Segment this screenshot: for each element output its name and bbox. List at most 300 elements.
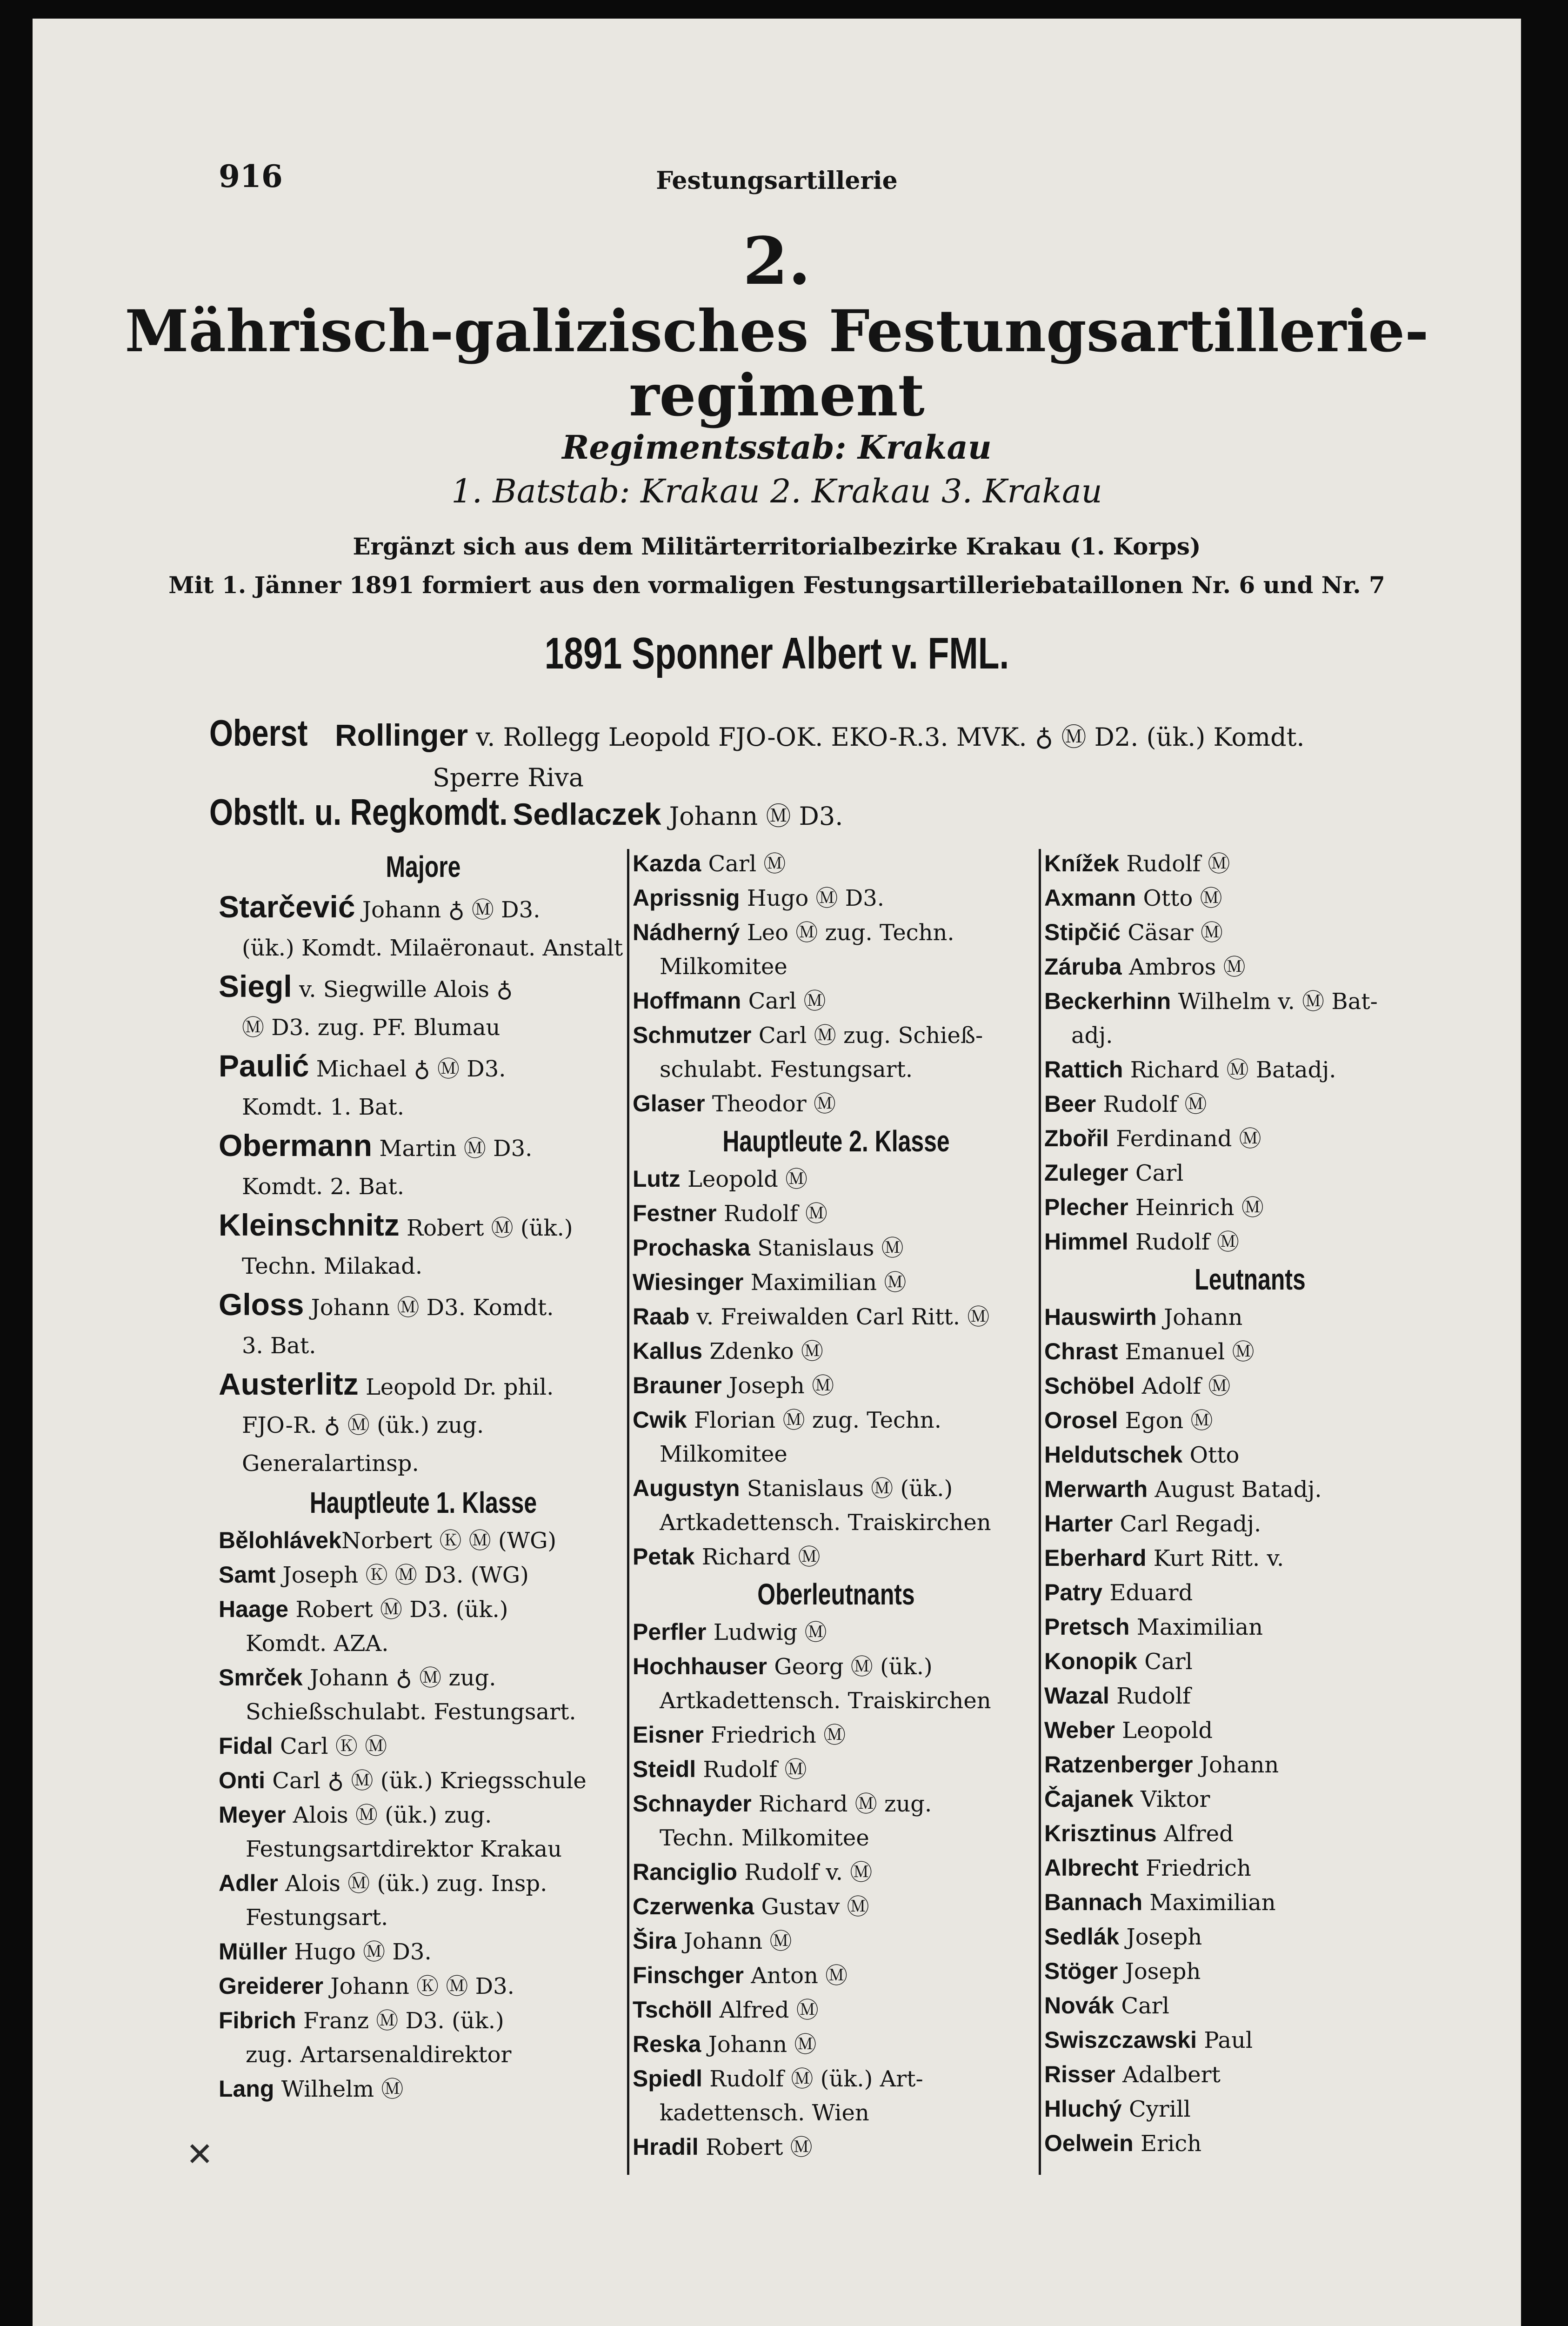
officer-details: Richard Ⓜ Batadj. — [1123, 1057, 1336, 1083]
officer-details: Stanislaus Ⓜ — [750, 1235, 904, 1261]
officer-surname: Müller — [219, 1938, 287, 1965]
officer-surname: Nádherný — [633, 919, 740, 945]
roster-entry — [1044, 1087, 1456, 1122]
roster-entry — [1044, 2126, 1456, 2161]
officer-surname: Aprissnig — [633, 885, 740, 911]
officer-surname: Heldutschek — [1044, 1442, 1183, 1468]
officer-surname: Obermann — [219, 1128, 373, 1163]
entry-continuation: Artkadettensch. Traiskirchen — [660, 1510, 991, 1536]
officer-surname: Albrecht — [1044, 1855, 1139, 1881]
officer-surname: Plecher — [1044, 1194, 1128, 1220]
roster-entry — [633, 1752, 1040, 1787]
entry-continuation: Milkomitee — [660, 1441, 787, 1467]
roster-entry — [633, 1018, 1040, 1087]
officer-surname: Samt — [219, 1562, 276, 1588]
heading-oberleutnants: Oberleutnants — [757, 1577, 915, 1611]
heading-hauptleute-1: Hauptleute 1. Klasse — [309, 1486, 537, 1519]
officer-surname: Konopik — [1044, 1648, 1137, 1674]
officer-details: Rudolf Ⓜ — [716, 1201, 827, 1227]
officer-details: Johann Ⓜ D3. Komdt. — [304, 1295, 554, 1321]
officer-surname: Novák — [1044, 1992, 1114, 2019]
entry-continuation: Ⓜ D3. zug. PF. Blumau — [242, 1015, 500, 1041]
officer-surname: Wiesinger — [633, 1269, 744, 1295]
officer-details: Joseph Ⓚ Ⓜ D3. (WG) — [275, 1562, 529, 1588]
officer-details: Eduard — [1102, 1580, 1193, 1606]
officer-surname: Eberhard — [1044, 1545, 1147, 1571]
officer-surname: Knížek — [1044, 850, 1120, 876]
officer-surname: Reska — [633, 2031, 701, 2057]
officer-surname: Fibrich — [219, 2007, 296, 2033]
roster-entry — [219, 2004, 628, 2072]
officer-details: Carl — [1137, 1649, 1193, 1675]
roster-entry — [633, 847, 1040, 881]
officer-details: Carl Ⓚ Ⓜ — [273, 1733, 387, 1759]
officer-surname: Wazal — [1044, 1683, 1109, 1709]
roster-entry — [633, 1087, 1040, 1121]
roster-entry — [633, 1855, 1040, 1890]
roster-entry — [219, 888, 628, 967]
officer-details: Johann — [1193, 1752, 1279, 1778]
officer-surname: Festner — [633, 1200, 717, 1226]
entry-continuation: FJO-R. ♁ Ⓜ (ük.) zug. Generalartinsp. — [242, 1412, 484, 1477]
entry-continuation: kadettensch. Wien — [660, 2100, 869, 2126]
officer-details: Johann Ⓚ Ⓜ D3. — [323, 1973, 514, 1999]
roster-entry — [219, 1558, 628, 1592]
officer-surname: Lutz — [633, 1166, 681, 1192]
officer-details: Rudolf Ⓜ — [696, 1757, 807, 1783]
officer-details: Ambros Ⓜ — [1121, 954, 1246, 980]
entry-continuation: Komdt. 1. Bat. — [242, 1094, 405, 1120]
officer-details: Johann ♁ Ⓜ D3. — [355, 897, 540, 923]
roster-entry — [1044, 1817, 1456, 1851]
roster-entry — [219, 1206, 628, 1285]
officer-surname: Starčević — [219, 889, 355, 924]
roster-entry — [633, 1196, 1040, 1231]
roster-entry — [1044, 1576, 1456, 1610]
roster-entry — [633, 881, 1040, 916]
officer-surname: Záruba — [1044, 954, 1122, 980]
roster-entry — [1044, 1954, 1456, 1989]
officer-details: Wilhelm v. Ⓜ Bat- — [1171, 989, 1378, 1015]
officer-details: Carl ♁ Ⓜ (ük.) Kriegsschule — [265, 1768, 587, 1794]
officer-surname: Smrček — [219, 1664, 303, 1691]
officer-details: Carl Ⓜ — [741, 988, 826, 1014]
officer-surname: Kazda — [633, 850, 701, 876]
officer-details: Martin Ⓜ D3. — [372, 1136, 533, 1162]
officer-details: Alois Ⓜ (ük.) zug. Insp. — [278, 1871, 547, 1897]
officer-details: Rudolf v. Ⓜ — [737, 1859, 873, 1885]
roster-entry — [633, 1890, 1040, 1924]
officer-surname: Ratzenberger — [1044, 1751, 1193, 1778]
officer-details: Emanuel Ⓜ — [1118, 1339, 1254, 1365]
officer-details: Johann Ⓜ — [701, 2032, 817, 2058]
roster-entry — [1044, 881, 1456, 916]
obstlt-entry — [209, 791, 843, 834]
officer-surname: Hluchý — [1044, 2096, 1122, 2122]
officer-surname: Fidal — [219, 1733, 273, 1759]
officer-details: Wilhelm Ⓜ — [274, 2076, 404, 2102]
officer-surname: Onti — [219, 1767, 265, 1793]
entry-continuation: Schießschulabt. Festungsart. — [246, 1699, 576, 1725]
roster-entry — [633, 984, 1040, 1018]
heading-leutnants: Leutnants — [1194, 1263, 1306, 1296]
officer-surname: Meyer — [219, 1802, 286, 1828]
officer-details: Johann — [1156, 1304, 1243, 1330]
officer-surname: Siegl — [219, 969, 292, 1003]
officer-details: Carl Ⓜ zug. Schieß- — [751, 1023, 983, 1049]
oberst-rank: Oberst — [209, 712, 308, 754]
officer-details: Otto — [1182, 1442, 1240, 1468]
officer-details: Alfred — [1156, 1821, 1234, 1847]
officer-details: Hugo Ⓜ D3. — [287, 1939, 432, 1965]
roster-entry — [219, 1969, 628, 2004]
officer-details: Carl — [1128, 1160, 1184, 1186]
officer-details: Anton Ⓜ — [743, 1963, 848, 1989]
roster-entry — [1044, 1989, 1456, 2023]
officer-surname: Zuleger — [1044, 1160, 1128, 1186]
officer-surname: Cwik — [633, 1407, 687, 1433]
officer-details: Friedrich Ⓜ — [703, 1722, 846, 1748]
officer-surname: Spiedl — [633, 2065, 703, 2092]
officer-surname: Gloss — [219, 1287, 304, 1322]
officer-details: Carl Regadj. — [1113, 1511, 1261, 1537]
officer-surname: Chrast — [1044, 1338, 1118, 1364]
officer-details: Maximilian — [1142, 1890, 1276, 1916]
officer-surname: Ranciglio — [633, 1859, 738, 1885]
officer-surname: Prochaska — [633, 1235, 750, 1261]
officer-details: Erich — [1133, 2131, 1202, 2157]
officer-surname: Harter — [1044, 1511, 1113, 1537]
officer-details: Georg Ⓜ (ük.) — [767, 1654, 933, 1680]
officer-surname: Risser — [1044, 2061, 1115, 2087]
officer-details: Paul — [1196, 2027, 1253, 2053]
officer-surname: Schmutzer — [633, 1022, 752, 1048]
heading-hauptleute-2: Hauptleute 2. Klasse — [722, 1124, 950, 1158]
roster-entry — [219, 1935, 628, 1969]
officer-surname: Hradil — [633, 2134, 699, 2160]
officer-details: Norbert Ⓚ Ⓜ (WG) — [341, 1528, 557, 1554]
roster-entry — [633, 1300, 1040, 1334]
officer-surname: Brauner — [633, 1372, 722, 1398]
officer-surname: Eisner — [633, 1722, 704, 1748]
roster-entry — [1044, 2023, 1456, 2058]
officer-details: Johann ♁ Ⓜ zug. — [302, 1665, 496, 1691]
officer-details: Leopold Ⓜ — [680, 1166, 808, 1192]
roster-entry — [219, 1365, 628, 1483]
officer-surname: Petak — [633, 1544, 695, 1570]
officer-details: Alois Ⓜ (ük.) zug. — [286, 1802, 492, 1828]
roster-entry — [1044, 1438, 1456, 1472]
officer-surname: Hoffmann — [633, 988, 741, 1014]
entry-continuation: Festungsart. — [246, 1905, 388, 1931]
officer-surname: Steidl — [633, 1756, 696, 1782]
roster-entry — [1044, 1472, 1456, 1507]
officer-surname: Kleinschnitz — [219, 1208, 400, 1242]
batstab: 1. Batstab: Krakau 2. Krakau 3. Krakau — [451, 472, 1102, 510]
officer-surname: Stöger — [1044, 1958, 1118, 1984]
page-number: 916 — [219, 158, 283, 194]
roster-entry — [1044, 1920, 1456, 1954]
roster-entry — [219, 1524, 628, 1558]
roster-entry — [633, 1162, 1040, 1196]
roster-entry — [633, 1403, 1040, 1471]
roster-entry — [1044, 1679, 1456, 1713]
officer-details: Johann Ⓜ — [676, 1928, 792, 1954]
roster-entry — [1044, 1507, 1456, 1541]
officer-details: Gustav Ⓜ — [754, 1894, 869, 1920]
officer-details: Robert Ⓜ — [698, 2134, 813, 2160]
roster-entry — [633, 1231, 1040, 1265]
roster-entry — [1044, 1644, 1456, 1679]
entry-continuation: Techn. Milakad. — [242, 1253, 423, 1279]
officer-details: Theodor Ⓜ — [705, 1091, 836, 1117]
officer-details: Friedrich — [1138, 1855, 1251, 1881]
inhaber-line: 1891 Sponner Albert v. FML. — [544, 628, 1009, 678]
officer-details: Rudolf Ⓜ — [1096, 1091, 1207, 1117]
roster-entry — [633, 2062, 1040, 2130]
roster-entry — [1044, 1369, 1456, 1404]
officer-surname: Raab — [633, 1303, 690, 1330]
roster-entry — [219, 967, 628, 1047]
obstlt-rank: Obstlt. u. Regkomdt. — [209, 791, 508, 833]
officer-details: Adalbert — [1115, 2062, 1221, 2088]
officer-details: Ludwig Ⓜ — [706, 1619, 827, 1645]
oberst-details: v. Rollegg Leopold FJO-OK. EKO-R.3. MVK. ♁ Ⓜ D2. (ük.) Komdt. — [468, 722, 1305, 752]
officer-surname: Merwarth — [1044, 1476, 1148, 1502]
roster-entry — [633, 1615, 1040, 1650]
officer-surname: Finschger — [633, 1962, 744, 1988]
roster-entry — [1044, 1335, 1456, 1369]
obstlt-details: Johann Ⓜ D3. — [661, 802, 843, 831]
roster-entry — [1044, 950, 1456, 984]
officer-surname: Hochhauser — [633, 1653, 767, 1679]
officer-details: Rudolf — [1109, 1683, 1191, 1709]
officer-details: Egon Ⓜ — [1118, 1408, 1213, 1434]
roster-entry — [219, 1047, 628, 1126]
roster-entry — [1044, 1156, 1456, 1190]
officer-details: Joseph — [1118, 1958, 1201, 1985]
officer-details: Adolf Ⓜ — [1134, 1373, 1231, 1399]
officer-details: Michael ♁ Ⓜ D3. — [309, 1056, 506, 1082]
officer-surname: Himmel — [1044, 1229, 1128, 1255]
entry-continuation: Festungsartdirektor Krakau — [246, 1836, 562, 1862]
margin-cross-mark: ✕ — [186, 2135, 214, 2173]
title-line-1: Mährisch-galizisches Festungsartillerie- — [125, 298, 1429, 365]
officer-details: Franz Ⓜ D3. (ük.) — [296, 2008, 504, 2034]
officer-surname: Greiderer — [219, 1973, 324, 1999]
officer-surname: Tschöll — [633, 1997, 713, 2023]
roster-entry — [633, 1993, 1040, 2027]
officer-surname: Czerwenka — [633, 1893, 754, 1919]
roster-entry — [219, 1729, 628, 1764]
officer-surname: Krisztinus — [1044, 1820, 1157, 1846]
officer-details: v. Freiwalden Carl Ritt. Ⓜ — [689, 1304, 990, 1330]
roster-entry — [633, 1471, 1040, 1540]
roster-entry — [1044, 2092, 1456, 2126]
ergaenzt-line: Ergänzt sich aus dem Militärterritorialbezirke Krakau (1. Korps) — [353, 533, 1201, 560]
column-1 — [219, 847, 628, 2106]
roster-entry — [633, 1787, 1040, 1855]
officer-details: Ferdinand Ⓜ — [1108, 1126, 1261, 1152]
officer-details: August Batadj. — [1148, 1477, 1322, 1503]
oberst-entry — [209, 712, 1305, 755]
officer-surname: Šira — [633, 1928, 677, 1954]
officer-surname: Pretsch — [1044, 1614, 1130, 1640]
oberst-name: Rollinger — [335, 718, 468, 752]
regiment-number: 2. — [742, 223, 811, 300]
regimentsstab: Regimentsstab: Krakau — [562, 428, 992, 467]
roster-entry — [219, 1798, 628, 1866]
entry-continuation: zug. Artarsenaldirektor — [246, 2042, 512, 2068]
roster-entry — [633, 1369, 1040, 1403]
column-3 — [1044, 847, 1456, 2161]
officer-surname: Hauswirth — [1044, 1304, 1157, 1330]
officer-details: Maximilian — [1129, 1614, 1263, 1640]
roster-entry — [1044, 1782, 1456, 1817]
entry-continuation: 3. Bat. — [242, 1333, 316, 1359]
officer-surname: Adler — [219, 1870, 278, 1896]
entry-continuation: schulabt. Festungsart. — [660, 1056, 913, 1083]
roster-entry — [633, 2130, 1040, 2165]
roster-entry — [1044, 916, 1456, 950]
roster-entry — [1044, 1885, 1456, 1920]
roster-entry — [219, 1661, 628, 1729]
roster-entry — [1044, 2058, 1456, 2092]
officer-surname: Augustyn — [633, 1475, 740, 1501]
officer-surname: Axmann — [1044, 885, 1136, 911]
officer-surname: Beckerhinn — [1044, 988, 1171, 1014]
roster-entry — [219, 2072, 628, 2106]
officer-details: Kurt Ritt. v. — [1146, 1545, 1284, 1571]
officer-details: Stanislaus Ⓜ (ük.) — [740, 1476, 953, 1502]
officer-surname: Zbořil — [1044, 1125, 1109, 1151]
roster-entry — [633, 1718, 1040, 1752]
entry-continuation: Techn. Milkomitee — [660, 1825, 869, 1851]
roster-entry — [633, 916, 1040, 984]
officer-details: Otto Ⓜ — [1136, 885, 1222, 911]
officer-details: Leopold — [1114, 1718, 1213, 1744]
roster-entry — [1044, 984, 1456, 1053]
officer-surname: Schnayder — [633, 1791, 752, 1817]
officer-details: Rudolf Ⓜ — [1128, 1229, 1239, 1255]
officer-details: Cyrill — [1121, 2096, 1191, 2122]
officer-surname: Čajanek — [1044, 1786, 1134, 1812]
officer-details: Heinrich Ⓜ — [1128, 1195, 1264, 1221]
roster-entry — [1044, 847, 1456, 881]
formiert-line: Mit 1. Jänner 1891 formiert aus den vormaligen Festungsartilleriebataillonen Nr. 6 und Nr. 7 — [168, 571, 1385, 599]
officer-surname: Swiszczawski — [1044, 2027, 1197, 2053]
officer-surname: Oelwein — [1044, 2130, 1134, 2156]
heading-majore: Majore — [386, 850, 461, 883]
officer-details: Rudolf Ⓜ — [1119, 851, 1230, 877]
oberst-continuation: Sperre Riva — [433, 763, 584, 792]
officer-surname: Bělohlávek — [219, 1527, 342, 1553]
roster-entry — [1044, 1225, 1456, 1259]
roster-entry — [1044, 1404, 1456, 1438]
roster-entry — [1044, 1748, 1456, 1782]
officer-surname: Glaser — [633, 1090, 705, 1116]
officer-details: Rudolf Ⓜ (ük.) Art- — [702, 2066, 923, 2092]
entry-continuation: Artkadettensch. Traiskirchen — [660, 1688, 991, 1714]
roster-entry — [1044, 1190, 1456, 1225]
officer-surname: Stipčić — [1044, 919, 1121, 945]
officer-surname: Schöbel — [1044, 1373, 1135, 1399]
officer-details: Carl — [1114, 1993, 1169, 2019]
roster-entry — [633, 1265, 1040, 1300]
roster-entry — [1044, 1122, 1456, 1156]
roster-entry — [219, 1866, 628, 1935]
officer-details: Joseph Ⓜ — [721, 1373, 834, 1399]
officer-details: Maximilian Ⓜ — [743, 1270, 907, 1296]
roster-entry — [1044, 1300, 1456, 1335]
officer-details: Alfred Ⓜ — [712, 1997, 819, 2023]
officer-details: Joseph — [1119, 1924, 1202, 1950]
officer-details: Robert Ⓜ (ük.) — [399, 1215, 573, 1241]
entry-continuation: Milkomitee — [660, 954, 787, 980]
roster-entry — [633, 1958, 1040, 1993]
obstlt-name: Sedlaczek — [513, 797, 661, 831]
roster-entry — [1044, 1713, 1456, 1748]
officer-details: Florian Ⓜ zug. Techn. — [687, 1407, 941, 1433]
officer-surname: Lang — [219, 2076, 274, 2102]
roster-entry — [1044, 1851, 1456, 1885]
roster-entry — [633, 1334, 1040, 1369]
roster-entry — [633, 1650, 1040, 1718]
entry-continuation: Komdt. AZA. — [246, 1631, 389, 1657]
officer-details: v. Siegwille Alois ♁ — [292, 976, 513, 1003]
officer-surname: Haage — [219, 1596, 289, 1622]
roster-entry — [633, 1540, 1040, 1574]
officer-details: Robert Ⓜ D3. (ük.) — [288, 1597, 508, 1623]
officer-surname: Austerlitz — [219, 1367, 359, 1401]
roster-entry — [1044, 1053, 1456, 1087]
entry-continuation: adj. — [1071, 1023, 1113, 1049]
officer-details: Cäsar Ⓜ — [1120, 920, 1223, 946]
officer-details: Hugo Ⓜ D3. — [740, 885, 885, 911]
entry-continuation: Komdt. 2. Bat. — [242, 1174, 405, 1200]
column-2 — [633, 847, 1040, 2165]
officer-details: Leopold Dr. phil. — [358, 1374, 554, 1400]
officer-surname: Weber — [1044, 1717, 1115, 1743]
roster-entry — [219, 1126, 628, 1206]
roster-entry — [219, 1592, 628, 1661]
officer-surname: Rattich — [1044, 1056, 1123, 1083]
roster-entry — [1044, 1610, 1456, 1644]
roster-entry — [633, 2027, 1040, 2062]
roster-entry — [219, 1764, 628, 1798]
officer-surname: Beer — [1044, 1091, 1096, 1117]
officer-surname: Orosel — [1044, 1407, 1118, 1433]
title-line-2: regiment — [629, 362, 925, 429]
officer-details: Carl Ⓜ — [701, 851, 786, 877]
roster-entry — [219, 1285, 628, 1365]
officer-surname: Kallus — [633, 1338, 703, 1364]
officer-details: Richard Ⓜ zug. — [751, 1791, 932, 1817]
roster-entry — [633, 1924, 1040, 1958]
officer-details: Leo Ⓜ zug. Techn. — [740, 920, 954, 946]
document-page — [33, 19, 1521, 2326]
officer-details: Richard Ⓜ — [694, 1544, 821, 1570]
officer-surname: Paulić — [219, 1049, 309, 1083]
running-head: Festungsartillerie — [656, 167, 898, 195]
officer-details: Viktor — [1133, 1786, 1210, 1812]
officer-surname: Patry — [1044, 1579, 1103, 1605]
officer-details: Zdenko Ⓜ — [702, 1338, 823, 1364]
roster-entry — [1044, 1541, 1456, 1576]
officer-surname: Perfler — [633, 1619, 707, 1645]
officer-surname: Bannach — [1044, 1889, 1143, 1915]
officer-surname: Sedlák — [1044, 1924, 1120, 1950]
